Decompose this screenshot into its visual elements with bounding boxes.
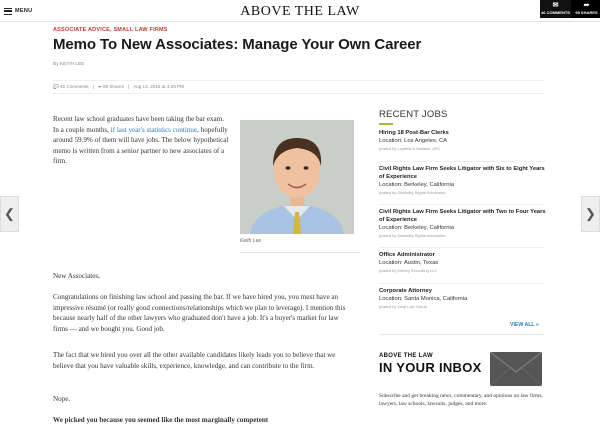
divider — [379, 247, 545, 248]
author-photo — [240, 120, 354, 234]
speech-bubble-icon: ✉ — [552, 2, 559, 9]
divider — [53, 80, 545, 81]
paragraph: Nope. — [53, 395, 71, 403]
job-poster: posted by Disability Rights Advocates — [379, 190, 446, 195]
view-all-jobs-link[interactable]: VIEW ALL » — [510, 322, 539, 328]
job-location: Location: Austin, Texas — [379, 260, 439, 266]
paragraph: The fact that we hired you over all the other available candidates likely leads you to believe that we believe that you have valuable skills, experience, knowledge, and can contribute to the firm. — [53, 351, 336, 370]
inbox-promo-brand: ABOVE THE LAW — [379, 353, 433, 359]
site-logo[interactable]: ABOVE THE LAW — [240, 4, 360, 19]
divider — [379, 283, 545, 284]
job-title[interactable]: Office Administrator — [379, 252, 435, 258]
shares-count-button[interactable] — [571, 0, 600, 18]
next-article-arrow[interactable] — [581, 196, 600, 232]
job-poster: posted by Venji Law Group — [379, 304, 427, 309]
job-title[interactable]: Hiring 18 Post-Bar Clerks — [379, 130, 449, 136]
shares-count-label: 99 SHARES — [575, 10, 598, 15]
inbox-promo-title: IN YOUR INBOX — [379, 360, 482, 375]
statistics-link[interactable]: if last year's statistics continue — [110, 125, 198, 134]
job-listing[interactable] — [379, 287, 549, 310]
job-title[interactable]: Civil Rights Law Firm Seeks Litigator with Six to Eight Years of Experience — [379, 166, 545, 180]
meta-shares[interactable]: ➦ 99 Shares — [97, 84, 124, 89]
recent-jobs-heading: RECENT JOBS — [379, 109, 448, 120]
heading-accent — [379, 123, 393, 125]
job-poster: posted by Disability Rights Advocates — [379, 233, 446, 238]
paragraph: We picked you because you seemed like the most marginally competent — [53, 416, 269, 424]
article-byline[interactable]: By KEITH LEE — [53, 62, 85, 67]
job-title[interactable]: Civil Rights Law Firm Seeks Litigator with Two to Four Years of Experience — [379, 209, 546, 223]
job-location: Location: Berkeley, California — [379, 182, 454, 188]
job-listing[interactable] — [379, 251, 549, 274]
divider — [379, 204, 545, 205]
article-intro: Recent law school graduates have been taking the bar exam. In a couple months, if last year's statistics continue, hopefully around 59.9% of them will have jobs. The below hypothetical memo is written from a senior partner to new associates of a firm. — [53, 115, 229, 166]
share-arrow-icon: ➦ — [583, 2, 590, 9]
meta-comments[interactable]: 💬 46 Comments — [53, 84, 89, 89]
chevron-right-icon: ❯ — [585, 206, 596, 221]
comments-count-label: 46 COMMENTS — [541, 10, 570, 15]
previous-article-arrow[interactable] — [0, 196, 19, 232]
article-title: Memo To New Associates: Manage Your Own Career — [53, 36, 422, 53]
meta-date: Aug 13, 2015 at 3:29 PM — [133, 84, 184, 89]
inbox-promo-text: Subscribe and get breaking news, commentary, and opinions on law firms, lawyers, law schools, lawsuits, judges, and more. — [379, 393, 543, 407]
job-poster: posted by Layfield & Wallace, APC — [379, 146, 441, 151]
divider — [240, 252, 360, 253]
menu-label: MENU — [15, 8, 33, 14]
divider — [379, 161, 545, 162]
top-header-bar — [0, 0, 600, 22]
job-listing[interactable] — [379, 165, 549, 196]
job-listing[interactable] — [379, 208, 549, 239]
job-location: Location: Berkeley, California — [379, 225, 454, 231]
paragraph: New Associates, — [53, 272, 100, 280]
job-title[interactable]: Corporate Attorney — [379, 288, 432, 294]
paragraph: Congratulations on finishing law school and passing the bar. If we have hired you, you must have an impressive résumé (or really good connections/relationships which we plan to leverage). I mention this because nearly half of the other lawyers who graduated don't have a job. It's a buyer's market for law firms — and we bought you. Good job. — [53, 293, 346, 333]
article-category[interactable]: ASSOCIATE ADVICE, SMALL LAW FIRMS — [53, 27, 168, 33]
comments-count-button[interactable] — [540, 0, 571, 18]
job-location: Location: Los Angeles, CA — [379, 138, 447, 144]
envelope-icon — [490, 352, 542, 386]
chevron-left-icon: ❮ — [4, 206, 15, 221]
job-location: Location: Santa Monica, California — [379, 296, 468, 302]
job-listing[interactable] — [379, 129, 549, 152]
divider — [53, 93, 545, 94]
divider — [379, 334, 545, 335]
job-poster: posted by Kinney Recruiting LLC — [379, 268, 438, 273]
photo-caption: Keith Lee — [240, 238, 262, 244]
article-meta: 💬 46 Comments | ➦ 99 Shares | Aug 13, 2015 at 3:29 PM — [53, 84, 184, 89]
